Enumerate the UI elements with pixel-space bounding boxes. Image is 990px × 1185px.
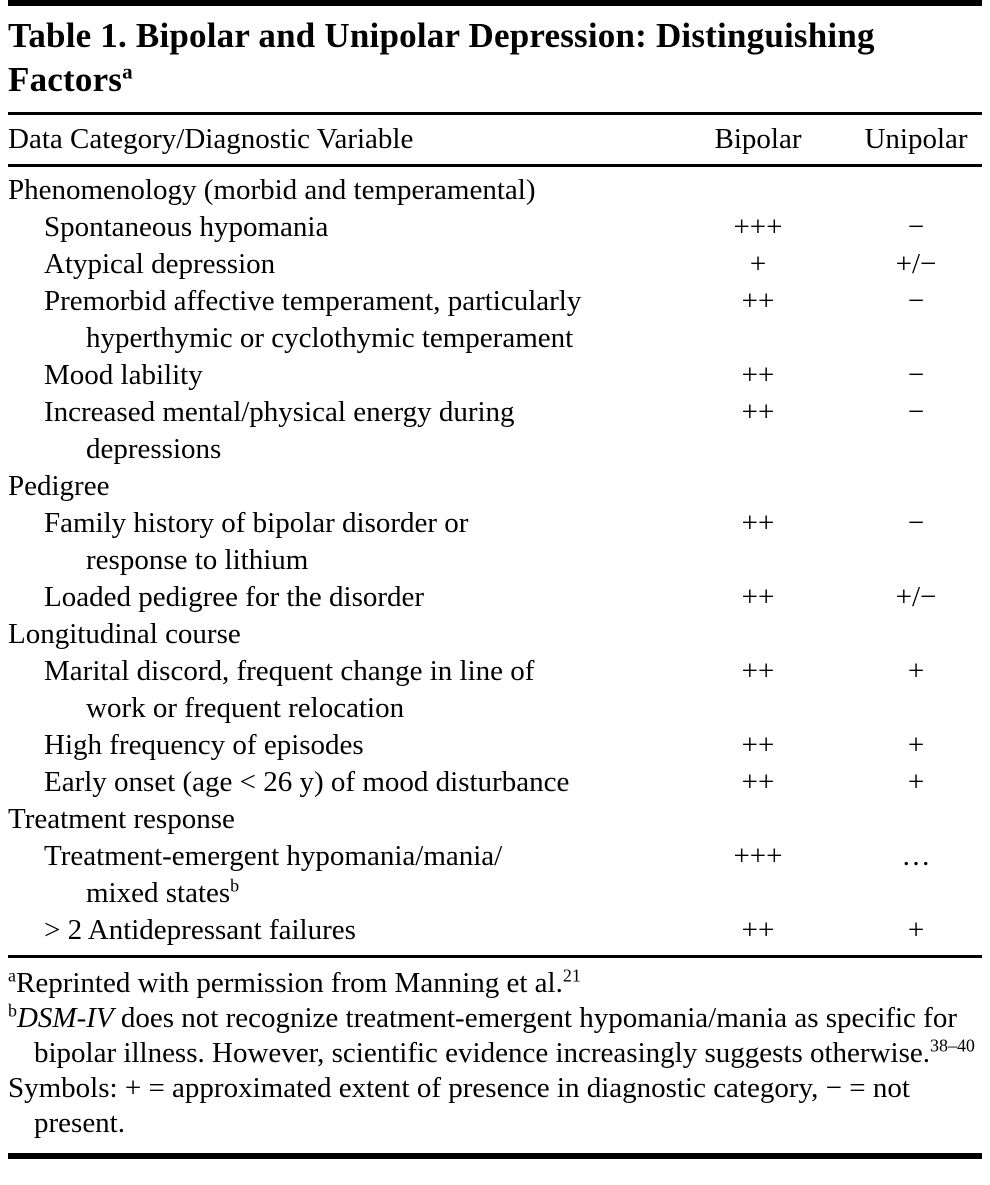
row-label-line: hyperthymic or cyclothymic temperament [86, 322, 574, 354]
footnote-marker: a [8, 965, 16, 986]
column-header-unipolar: Unipolar [850, 115, 982, 166]
table-row [8, 505, 982, 579]
row-label [8, 246, 666, 283]
row-label [8, 764, 666, 801]
table-row [8, 394, 982, 468]
table-row [8, 357, 982, 394]
footnote-marker: b [230, 875, 240, 896]
reference-superscript: 38–40 [929, 1035, 975, 1056]
unipolar-value [850, 468, 982, 505]
row-label [8, 912, 666, 955]
unipolar-value: − [907, 285, 925, 317]
footnote-text: Symbols: + = approximated extent of presence in diagnostic category, − = not present. [8, 1072, 910, 1139]
table-row [8, 764, 982, 801]
row-label-line: Phenomenology (morbid and temperamental) [8, 174, 536, 206]
footnote [8, 1071, 982, 1141]
table-row [8, 209, 982, 246]
table-body [8, 166, 982, 956]
row-label-line: Increased mental/physical energy during [44, 396, 515, 428]
row-label [8, 394, 666, 468]
table-row [8, 912, 982, 955]
row-label [8, 838, 666, 912]
bipolar-value: ++ [741, 285, 775, 317]
unipolar-value: − [907, 359, 925, 391]
row-label [8, 468, 666, 505]
row-label-line: Treatment response [8, 803, 235, 835]
row-label-line: Family history of bipolar disorder or [44, 507, 469, 539]
row-label [8, 505, 666, 579]
footnotes [8, 958, 982, 1153]
bipolar-value [666, 468, 850, 505]
unipolar-value: + [907, 729, 925, 761]
row-label [8, 579, 666, 616]
unipolar-value: + [907, 766, 925, 798]
table-row [8, 616, 982, 653]
bipolar-value: +++ [733, 840, 783, 872]
row-label-line: Atypical depression [44, 248, 276, 280]
bipolar-value [666, 166, 850, 210]
unipolar-value: +/− [895, 248, 937, 280]
row-label-line: Premorbid affective temperament, particularly [44, 285, 582, 317]
bipolar-value [666, 801, 850, 838]
bipolar-value: ++ [741, 729, 775, 761]
row-label-line: Longitudinal course [8, 618, 241, 650]
table-row [8, 166, 982, 210]
unipolar-value: − [907, 396, 925, 428]
row-label-line: Treatment-emergent hypomania/mania/ [44, 840, 503, 872]
row-label [8, 283, 666, 357]
footnote-text: does not recognize treatment-emergent hypomania/mania as specific for bipolar illness. However, scientific evidence increasingly suggests otherwise. [34, 1002, 957, 1069]
bipolar-value: +++ [733, 211, 783, 243]
table-row [8, 727, 982, 764]
row-label-line: High frequency of episodes [44, 729, 364, 761]
table-row [8, 579, 982, 616]
row-label [8, 801, 666, 838]
unipolar-value: … [901, 840, 931, 872]
table-row [8, 246, 982, 283]
row-label [8, 166, 666, 210]
row-label-line: depressions [86, 433, 222, 465]
bipolar-value: ++ [741, 914, 775, 946]
table-title-text: Table 1. Bipolar and Unipolar Depression: Distinguishing Factors [8, 16, 875, 99]
table-row [8, 653, 982, 727]
table-title [8, 6, 982, 112]
footnote [8, 1001, 982, 1071]
row-label-line: Marital discord, frequent change in line of [44, 655, 535, 687]
unipolar-value [850, 616, 982, 653]
bipolar-value: ++ [741, 359, 775, 391]
unipolar-value [850, 166, 982, 210]
bipolar-value: ++ [741, 655, 775, 687]
table-row [8, 801, 982, 838]
column-header-variable: Data Category/Diagnostic Variable [8, 115, 666, 166]
row-label-line: Spontaneous hypomania [44, 211, 329, 243]
table-title-footnote-marker: a [122, 59, 133, 84]
unipolar-value [850, 801, 982, 838]
row-label-line: Early onset (age < 26 y) of mood disturbance [44, 766, 570, 798]
column-header-bipolar: Bipolar [666, 115, 850, 166]
row-label-line: > 2 Antidepressant failures [44, 914, 356, 946]
unipolar-value: + [907, 914, 925, 946]
unipolar-value: − [907, 211, 925, 243]
row-label [8, 653, 666, 727]
footnote-marker: b [8, 1000, 17, 1021]
bipolar-value: + [749, 248, 767, 280]
row-label [8, 727, 666, 764]
unipolar-value: + [907, 655, 925, 687]
reference-superscript: 21 [562, 965, 581, 986]
row-label-line: Mood lability [44, 359, 203, 391]
bottom-rule [8, 1153, 982, 1159]
table-row [8, 468, 982, 505]
row-label [8, 209, 666, 246]
row-label-line: Pedigree [8, 470, 110, 502]
table-row [8, 283, 982, 357]
row-label-line: mixed states$^b$ [86, 875, 240, 909]
unipolar-value: − [907, 507, 925, 539]
footnote [8, 966, 982, 1001]
footnote-text: Reprinted with permission from Manning et al. [15, 967, 563, 999]
bipolar-value: ++ [741, 507, 775, 539]
bipolar-value [666, 616, 850, 653]
row-label [8, 616, 666, 653]
table-row [8, 838, 982, 912]
row-label-line: response to lithium [86, 544, 309, 576]
row-label [8, 357, 666, 394]
bipolar-value: ++ [741, 766, 775, 798]
bipolar-value: ++ [741, 581, 775, 613]
row-label-line: Loaded pedigree for the disorder [44, 581, 425, 613]
unipolar-value: +/− [895, 581, 937, 613]
bipolar-value: ++ [741, 396, 775, 428]
header-row [8, 115, 982, 166]
row-label-line: work or frequent relocation [86, 692, 405, 724]
data-table [8, 115, 982, 955]
footnote-italic-text: DSM-IV [16, 1002, 114, 1034]
